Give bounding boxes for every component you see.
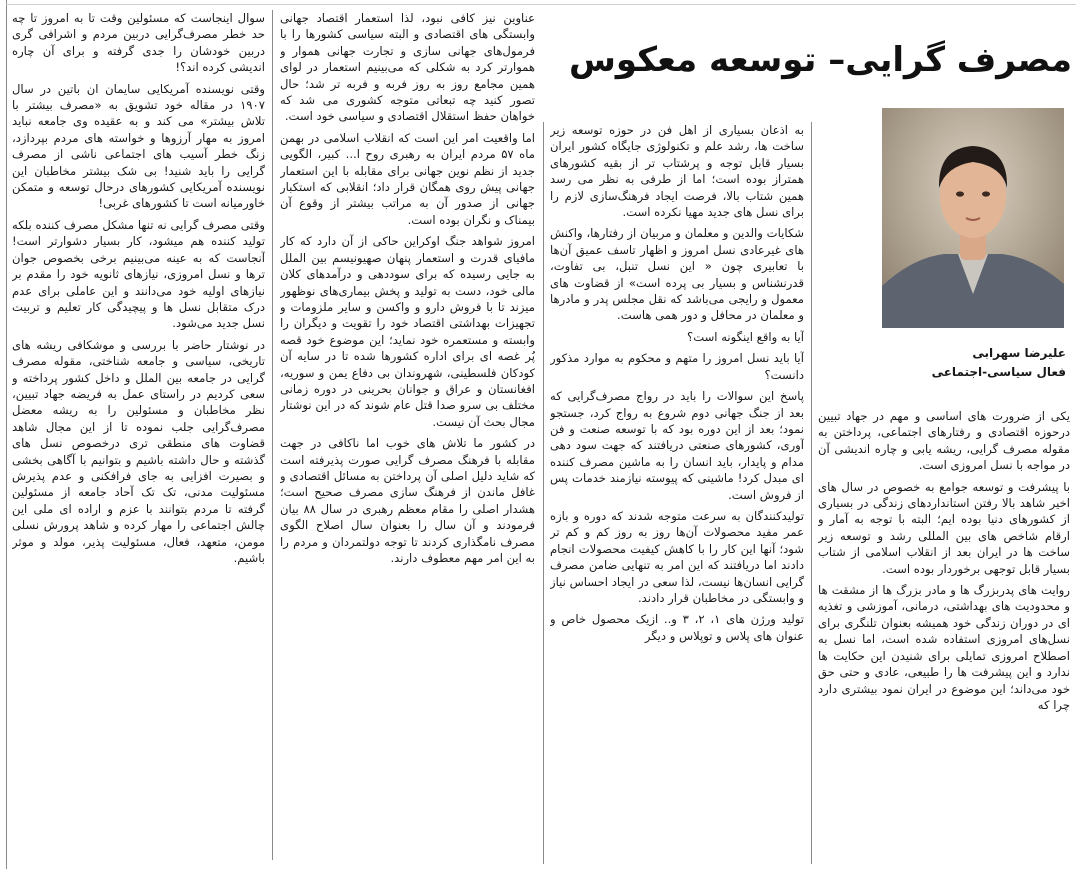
article-column-4 xyxy=(12,10,265,866)
author-photo xyxy=(882,108,1064,328)
paragraph: وقتی مصرف گرایی نه تنها مشکل مصرف کننده بلکه تولید کننده هم میشود، کار بسیار دشوارتر است! آنجاست که به عینه می‌بینیم برخی بخصوص جوان ترها و نسل امروزی، نیازهای ثانویه خود را مقدم بر نیازهای اولیه خود می‌دانند و این عاملی برای عدم درک متقابل نسل ها و پیچیدگی کار تعلیم و تربیت نسل جدید می‌شود. xyxy=(12,217,265,331)
paragraph: اما واقعیت امر این است که انقلاب اسلامی در بهمن ماه ۵۷ مردم ایران به رهبری روح ا... کبیر، الگویی جدید از نظم نوین جهانی برای مقابله با این استعمار جهانی پیش روی همگان قرار داد؛ انقلابی که استکبار جهانی از صدور آن به مراتب بیشتر از وقوع آن بیمناک و نگران بوده است. xyxy=(280,130,535,227)
article-column-1 xyxy=(818,408,1070,866)
author-title: فعال سیاسی-اجتماعی xyxy=(931,365,1066,379)
paragraph: پاسخ این سوالات را باید در رواج مصرف‌گرایی که بعد از جنگ جهانی دوم شروع به رواج کرد، جستجو نمود؛ بعد از این دوره بود که با توسعه صنعت و فن آوری، کشورهای صنعتی دریافتند که جهت سود دهی مدام و پایدار، باید انسان را به ماشین مصرف کننده ای مبدل کرد! ماشینی که پیوسته نیازمند خدمات پس از فروش است. xyxy=(550,389,804,502)
paragraph: به اذعان بسیاری از اهل فن در حوزه توسعه زیر ساخت ها، رشد علم و تکنولوژی جایگاه کشور ایران بسیار قابل توجه و پرشتاب تر از بقیه کشورهای همتراز بوده است؛ اما از طرفی به نظر می رسد همین شتاب بالا، فرصت ایجاد فرهنگ‌سازی لازم را برای نسل های جدید مهیا نکرده است. xyxy=(550,123,804,220)
paragraph: در کشور ما تلاش های خوب اما ناکافی در جهت مقابله با فرهنگ مصرف گرایی صورت پذیرفته است که شاید دلیل اصلی آن پرداختن به مسائل اقتصادی و غافل ماندن از فرهنگ سازی مصرف صحیح است؛ هشدار اصلی را مقام معظم رهبری در سال ۸۸ بیان فرمودند و آن سال را بعنوان سال اصلاح الگوی مصرف نامگذاری کردند تا توجه دولتمردان و مردم را به این امر مهم معطوف دارند. xyxy=(280,436,535,565)
paragraph: روایت های پدربزرگ ها و مادر بزرگ ها از مشقت ها و محدودیت های بهداشتی، درمانی، آموزشی و تغذیه ای در دوران زندگی خود همیشه بعنوان تلنگری برای نسل‌های امروزی استفاده شده است، اما نسل به اصطلاح امروزی تمایلی برای شنیدن این حکایت ها ندارد و این پیشرفت ها را طبیعی، عادی و حتی حق خود می‌داند؛ این موضوع در ایران نمود بیشتری دارد چرا که xyxy=(818,583,1070,712)
paragraph: آیا باید نسل امروز را متهم و محکوم به موارد مذکور دانست؟ xyxy=(550,351,804,382)
paragraph: آیا به واقع اینگونه است؟ xyxy=(687,329,804,344)
paragraph: در نوشتار حاضر با بررسی و موشکافی ریشه های تاریخی، سیاسی و جامعه شناختی، مقوله مصرف گرایی در جامعه بین الملل و داخل کشور پرداخته و سعی کردیم در راستای عمل به فریضه جهاد تبیین، نظر مخاطبان و مسئولین را به ریشه معضل مصرف‌گرایی جلب نموده تا از این مجال شاهد قضاوت های منطقی تری درخصوص نسل های گذشته و حال داشته باشیم و بتوانیم با آگاهی بخشی و بصیرت افزایی به جای فرافکنی و عدم پذیرش مسئولیت مدنی، تک تک آحاد جامعه از مسئولین گرفته تا مردم بتوانند با عزم و اراده ای ملی این چالش اجتماعی را مهار کرده و شاهد پرورش نسلی مومن، متعهد، فعال، مسئولیت پذیر، مولد و موثر باشیم. xyxy=(12,337,265,565)
column-divider xyxy=(543,122,544,864)
byline xyxy=(876,344,1066,382)
headline: مصرف گرایی– توسعه معکوس xyxy=(568,40,1072,80)
paragraph: وقتی نویسنده آمریکایی سایمان ان باتین در سال ۱۹۰۷ در مقاله خود تشویق به «مصرف بیشتر با تلاش بیشتر» می کند و به عقیده وی جامعه نباید امروز به مهار آرزوها و خواسته های مردم بپردازد، زنگ خطر آسیب های اجتماعی ناشی از مصرف گرایی را باید شنید! بی شک بیشتر مخاطبان این نویسنده آمریکایی کشورهای درحال توسعه و متمکن خاورمیانه است تا کشورهای غربی! xyxy=(12,81,265,211)
page-border-left xyxy=(6,0,7,869)
paragraph: شکایات والدین و معلمان و مربیان از رفتارها، واکنش های غیرعادی نسل امروز و اظهار تاسف عمیق آن‌ها با تعابیری چون « این نسل تنبل، بی تفاوت، قدرنشناس و بسیار بی پرده است» از قضاوت های معمول و رایجی می‌باشد که نقل مجلس پدر و مادرها و معلمان در محافل و دور همی هاست. xyxy=(550,226,804,323)
column-divider xyxy=(811,122,812,864)
column-divider xyxy=(272,10,273,860)
author-name: علیرضا سهرابی xyxy=(972,346,1066,360)
paragraph: امروز شواهد جنگ اوکراین حاکی از آن دارد که کار مافیای قدرت و استعمار پنهان صهیونیسم بین الملل به جایی رسیده که برای سوددهی و درآمدهای کلان مالی خود، دست به تولید و پخش بیماری‌های نوظهور میزند تا با فروش دارو و واکسن و سایر ملزومات و تجهیزات بهداشتی اقتصاد خود را تقویت و دیگران را وابسته و مستعمره خود نماید؛ این موضوع خود قصه پُر غصه ای برای اداره کشورها شده تا در سایه آن کودکان فلسطینی، شهروندان بی دفاع یمن و سوریه، افغانستان و عراق و جوانان بحرینی در دوره زمانی مختلف بی سرو صدا قتل عام شوند که در این نوشتار مجال بحث آن نیست. xyxy=(280,234,535,429)
paragraph: با پیشرفت و توسعه جوامع به خصوص در سال های اخیر شاهد بالا رفتن استانداردهای زندگی در بسیاری از کشورهای دنیا بوده ایم؛ البته با توجه به آمار و ارقام شاخص های بین المللی رشد و توسعه زیر ساخت ها در ایران بعد از انقلاب اسلامی از شتاب بسیار قابل توجهی برخوردار بوده است. xyxy=(818,479,1070,576)
author-portrait-icon xyxy=(882,108,1064,328)
paragraph: سوال اینجاست که مسئولین وقت تا به امروز تا چه حد خطر مصرف‌گرایی دربین مردم و اشرافی گری دربین خودشان را جدی گرفته و برای آن چاره اندیشی کرده اند؟! xyxy=(12,11,265,75)
article-column-2 xyxy=(550,122,804,866)
page-border-top xyxy=(6,4,1076,5)
article-column-3 xyxy=(280,10,535,866)
paragraph: عناوین نیز کافی نبود، لذا استعمار اقتصاد جهانی وابستگی های اقتصادی و البته سیاسی کشورها را با فرمول‌های جهانی سازی و تجارت جهانی هموار و هموارتر کرد به شکلی که می‌بینیم استعمار در لوای همین مجامع روز به روز فربه و فربه تر شد؛ حال تصور کنید چه تبعاتی متوجه کشوری می شد که خواهان حفظ استقلال اقتصادی و سیاسی خود است. xyxy=(280,11,535,124)
paragraph: تولیدکنندگان به سرعت متوجه شدند که دوره و بازه عمر مفید محصولات آن‌ها روز به روز کم و کم تر شود؛ آنها این کار را با کاهش کیفیت محصولات انجام دادند اما دریافتند که این امر به تنهایی ضامن مصرف گرایی انسان‌ها نیست، لذا سعی در ایجاد احساس نیاز و وابستگی در مخاطبان قرار دادند. xyxy=(550,508,804,605)
paragraph: تولید ورژن های ۱، ۲، ۳ و.. ازیک محصول خاص و عنوان های پلاس و توپلاس و دیگر xyxy=(550,612,804,643)
paragraph: یکی از ضرورت های اساسی و مهم در جهاد تبیین درحوزه اقتصادی و رفتارهای اجتماعی، پرداختن به مقوله مصرف گرایی، ریشه یابی و چاره اندیشی آن در مواجه با نسل امروزی است. xyxy=(818,409,1070,473)
